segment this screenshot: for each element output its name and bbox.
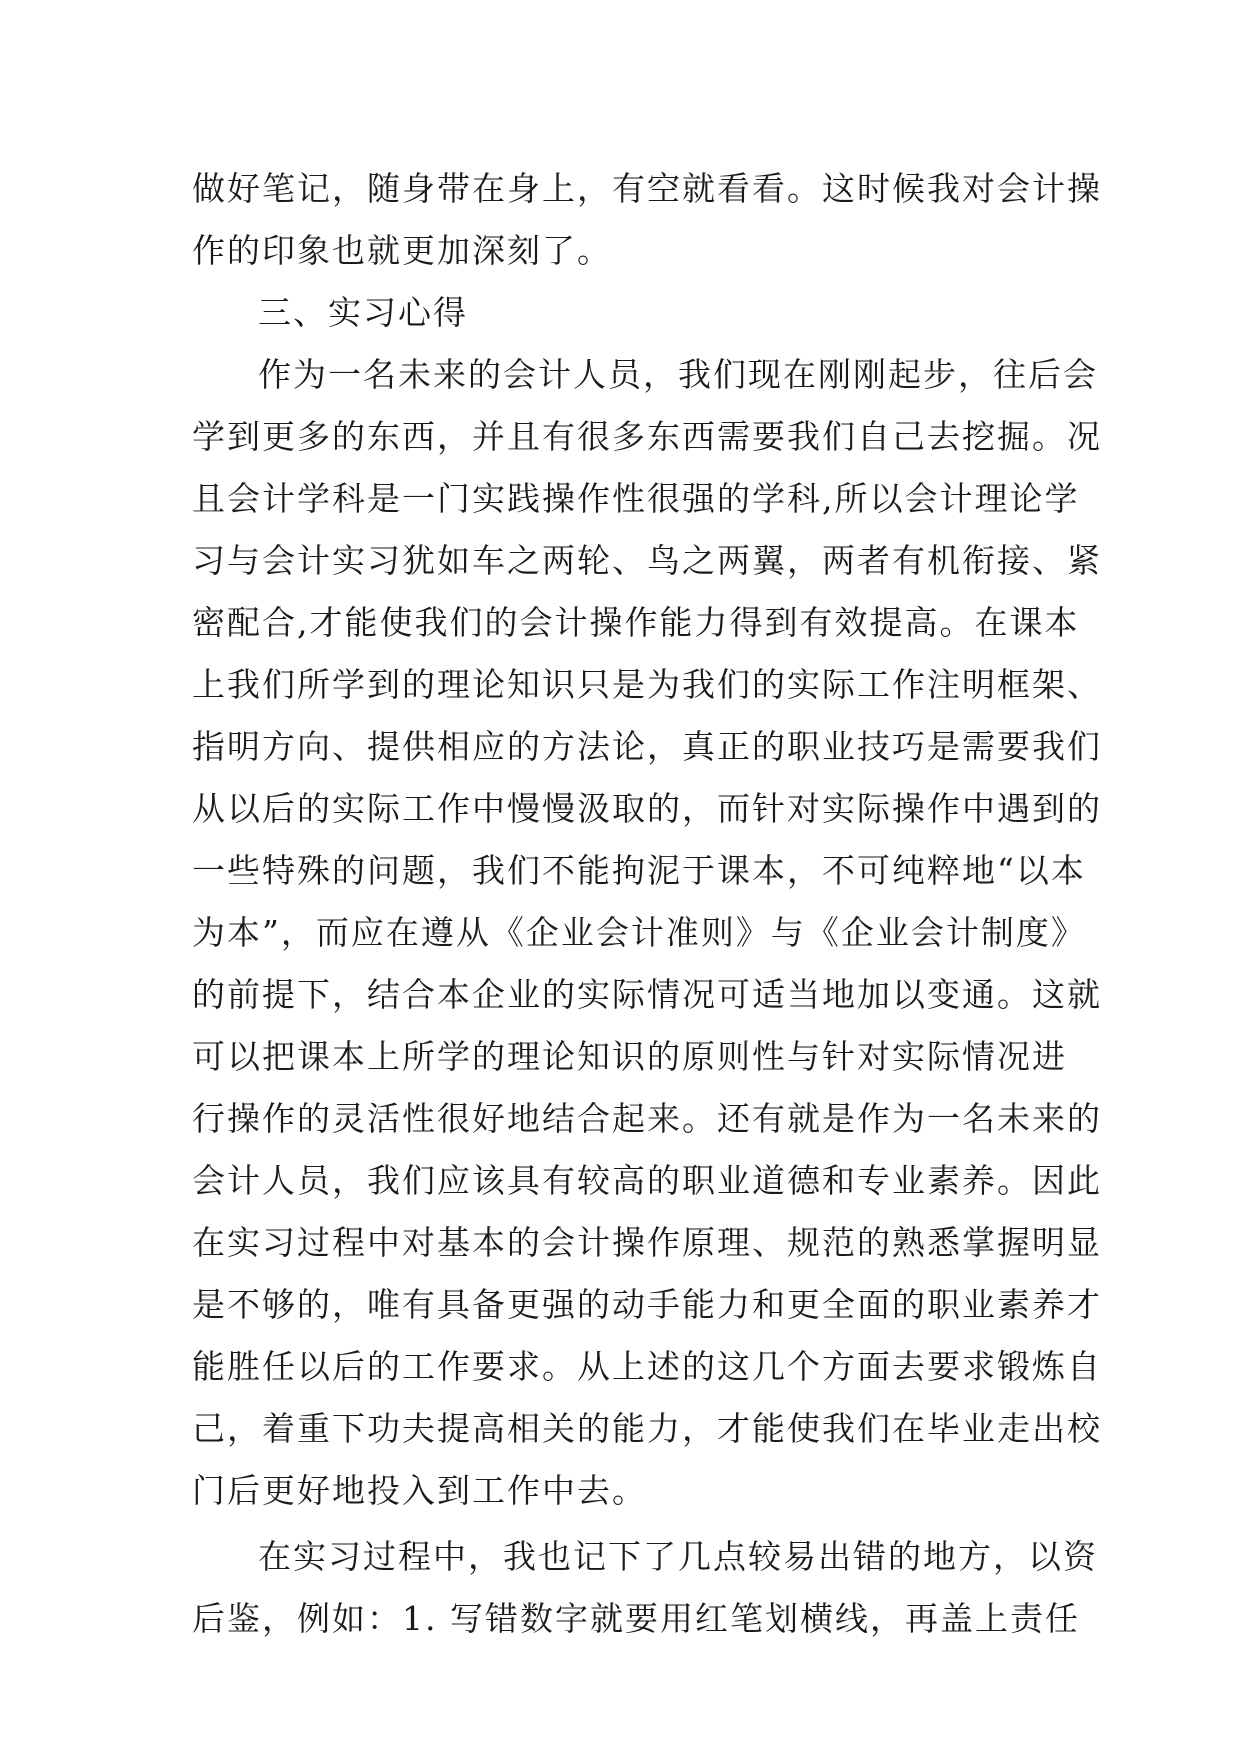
text-line: 且会计学科是一门实践操作性很强的学科,所以会计理论学 xyxy=(192,479,1080,518)
text-line: 指明方向、提供相应的方法论，真正的职业技巧是需要我们 xyxy=(192,727,1102,766)
text-line: 学到更多的东西，并且有很多东西需要我们自己去挖掘。况 xyxy=(192,417,1102,456)
paragraph-start: 在实习过程中，我也记下了几点较易出错的地方，以资 xyxy=(258,1537,1098,1576)
text-line: 可以把课本上所学的理论知识的原则性与针对实际情况进 xyxy=(192,1037,1067,1076)
text-line: 能胜任以后的工作要求。从上述的这几个方面去要求锻炼自 xyxy=(192,1347,1102,1386)
section-heading: 三、实习心得 xyxy=(258,293,468,332)
text-line: 为本”，而应在遵从《企业会计准则》与《企业会计制度》 xyxy=(192,913,1086,952)
text-line: 门后更好地投入到工作中去。 xyxy=(192,1471,647,1510)
text-line: 行操作的灵活性很好地结合起来。还有就是作为一名未来的 xyxy=(192,1099,1102,1138)
text-line: 从以后的实际工作中慢慢汲取的，而针对实际操作中遇到的 xyxy=(192,789,1102,828)
text-line: 一些特殊的问题，我们不能拘泥于课本，不可纯粹地“以本 xyxy=(192,851,1086,890)
text-line: 是不够的，唯有具备更强的动手能力和更全面的职业素养才 xyxy=(192,1285,1102,1324)
text-line: 密配合,才能使我们的会计操作能力得到有效提高。在课本 xyxy=(192,603,1080,642)
text-line: 会计人员，我们应该具有较高的职业道德和专业素养。因此 xyxy=(192,1161,1102,1200)
text-line: 作的印象也就更加深刻了。 xyxy=(192,231,612,270)
text-line: 在实习过程中对基本的会计操作原理、规范的熟悉掌握明显 xyxy=(192,1223,1102,1262)
text-line: 后鉴，例如：1. 写错数字就要用红笔划横线，再盖上责任 xyxy=(192,1599,1080,1638)
paragraph-start: 作为一名未来的会计人员，我们现在刚刚起步，往后会 xyxy=(258,355,1098,394)
text-line: 做好笔记，随身带在身上，有空就看看。这时候我对会计操 xyxy=(192,169,1102,208)
text-line: 的前提下，结合本企业的实际情况可适当地加以变通。这就 xyxy=(192,975,1102,1014)
text-line: 习与会计实习犹如车之两轮、鸟之两翼，两者有机衔接、紧 xyxy=(192,541,1102,580)
text-line: 上我们所学到的理论知识只是为我们的实际工作注明框架、 xyxy=(192,665,1102,704)
text-line: 己，着重下功夫提高相关的能力，才能使我们在毕业走出校 xyxy=(192,1409,1102,1448)
body-text xyxy=(192,158,1102,1650)
